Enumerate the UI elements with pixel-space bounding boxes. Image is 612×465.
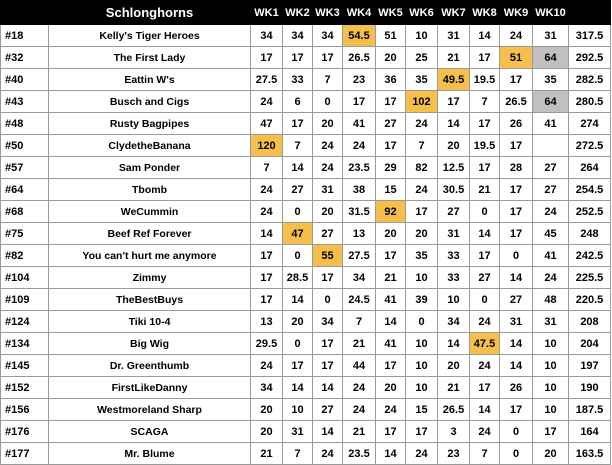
week-score-cell: 27 bbox=[313, 223, 343, 245]
week-score-cell: 34 bbox=[251, 25, 283, 47]
table-row bbox=[1, 47, 611, 69]
week-score-cell: 41 bbox=[533, 113, 569, 135]
week-score-cell: 23 bbox=[343, 69, 376, 91]
week-score-cell: 20 bbox=[376, 223, 406, 245]
rank-cell: #109 bbox=[1, 289, 49, 311]
week-score-cell: 17 bbox=[376, 421, 406, 443]
team-name-cell: ClydetheBanana bbox=[49, 135, 251, 157]
week-score-cell: 17 bbox=[251, 289, 283, 311]
week-score-cell: 14 bbox=[376, 311, 406, 333]
week-score-cell: 24 bbox=[251, 355, 283, 377]
week-score-cell: 0 bbox=[283, 333, 313, 355]
rank-cell: #75 bbox=[1, 223, 49, 245]
week-score-cell: 31.5 bbox=[343, 201, 376, 223]
week-score-cell: 7 bbox=[470, 91, 500, 113]
team-name-cell: Eattin W's bbox=[49, 69, 251, 91]
week-header: WK1 bbox=[251, 1, 283, 25]
week-score-cell: 17 bbox=[313, 47, 343, 69]
week-score-cell: 33 bbox=[438, 267, 470, 289]
week-score-cell: 28 bbox=[500, 157, 533, 179]
total-score-cell: 280.5 bbox=[569, 91, 611, 113]
week-score-cell: 17 bbox=[283, 355, 313, 377]
week-score-cell: 17 bbox=[251, 245, 283, 267]
table-row bbox=[1, 25, 611, 47]
rank-cell: #104 bbox=[1, 267, 49, 289]
week-score-cell: 24 bbox=[470, 421, 500, 443]
week-score-cell: 17 bbox=[470, 245, 500, 267]
week-score-cell: 33 bbox=[438, 245, 470, 267]
week-score-cell: 10 bbox=[406, 355, 438, 377]
total-score-cell: 264 bbox=[569, 157, 611, 179]
week-score-cell: 14 bbox=[470, 223, 500, 245]
team-name-cell: Dr. Greenthumb bbox=[49, 355, 251, 377]
week-score-cell: 12.5 bbox=[438, 157, 470, 179]
week-score-cell: 17 bbox=[376, 355, 406, 377]
week-score-cell: 15 bbox=[376, 179, 406, 201]
week-score-cell: 41 bbox=[376, 333, 406, 355]
week-score-cell: 24 bbox=[313, 443, 343, 465]
total-score-cell: 190 bbox=[569, 377, 611, 399]
week-score-cell: 47.5 bbox=[470, 333, 500, 355]
week-score-cell: 34 bbox=[343, 267, 376, 289]
table-row bbox=[1, 223, 611, 245]
week-score-cell: 14 bbox=[500, 333, 533, 355]
total-score-cell: 197 bbox=[569, 355, 611, 377]
rank-cell: #32 bbox=[1, 47, 49, 69]
total-score-cell: 282.5 bbox=[569, 69, 611, 91]
week-score-cell: 17 bbox=[500, 399, 533, 421]
week-score-cell: 17 bbox=[376, 91, 406, 113]
week-score-cell: 14 bbox=[283, 289, 313, 311]
week-score-cell: 24 bbox=[406, 113, 438, 135]
week-header: WK8 bbox=[470, 1, 500, 25]
week-header: WK3 bbox=[313, 1, 343, 25]
rank-cell: #40 bbox=[1, 69, 49, 91]
week-score-cell: 30.5 bbox=[438, 179, 470, 201]
week-score-cell: 14 bbox=[251, 223, 283, 245]
week-score-cell: 33 bbox=[283, 69, 313, 91]
week-score-cell: 27 bbox=[533, 157, 569, 179]
week-score-cell: 14 bbox=[500, 267, 533, 289]
team-name-cell: SCAGA bbox=[49, 421, 251, 443]
week-score-cell: 3 bbox=[438, 421, 470, 443]
table-row bbox=[1, 201, 611, 223]
week-score-cell: 14 bbox=[438, 113, 470, 135]
week-score-cell: 0 bbox=[500, 421, 533, 443]
week-score-cell: 44 bbox=[343, 355, 376, 377]
total-score-cell: 225.5 bbox=[569, 267, 611, 289]
week-score-cell: 31 bbox=[438, 223, 470, 245]
week-score-cell: 47 bbox=[251, 113, 283, 135]
week-score-cell bbox=[533, 135, 569, 157]
week-score-cell: 27.5 bbox=[251, 69, 283, 91]
total-score-cell: 220.5 bbox=[569, 289, 611, 311]
week-score-cell: 17 bbox=[470, 157, 500, 179]
team-name-header: Schlonghorns bbox=[49, 1, 251, 25]
total-score-cell: 204 bbox=[569, 333, 611, 355]
team-name-cell: WeCummin bbox=[49, 201, 251, 223]
week-score-cell: 17 bbox=[470, 47, 500, 69]
week-score-cell: 6 bbox=[283, 91, 313, 113]
table-row bbox=[1, 69, 611, 91]
week-score-cell: 20 bbox=[376, 377, 406, 399]
rank-cell: #48 bbox=[1, 113, 49, 135]
week-score-cell: 26 bbox=[500, 377, 533, 399]
rank-cell: #64 bbox=[1, 179, 49, 201]
week-score-cell: 24 bbox=[406, 443, 438, 465]
week-score-cell: 13 bbox=[343, 223, 376, 245]
week-score-cell: 31 bbox=[533, 311, 569, 333]
week-score-cell: 17 bbox=[313, 355, 343, 377]
week-score-cell: 21 bbox=[470, 179, 500, 201]
week-score-cell: 17 bbox=[500, 179, 533, 201]
week-score-cell: 20 bbox=[533, 443, 569, 465]
week-score-cell: 27 bbox=[376, 113, 406, 135]
table-row bbox=[1, 355, 611, 377]
week-header: WK2 bbox=[283, 1, 313, 25]
week-score-cell: 7 bbox=[251, 157, 283, 179]
rank-cell: #68 bbox=[1, 201, 49, 223]
week-score-cell: 31 bbox=[438, 25, 470, 47]
week-score-cell: 7 bbox=[313, 69, 343, 91]
week-score-cell: 17 bbox=[251, 47, 283, 69]
week-score-cell: 20 bbox=[406, 223, 438, 245]
team-name-cell: Sam Ponder bbox=[49, 157, 251, 179]
week-score-cell: 31 bbox=[313, 179, 343, 201]
total-score-cell: 274 bbox=[569, 113, 611, 135]
week-score-cell: 20 bbox=[283, 311, 313, 333]
week-score-cell: 24 bbox=[533, 267, 569, 289]
week-score-cell: 14 bbox=[283, 157, 313, 179]
week-score-cell: 27 bbox=[438, 201, 470, 223]
week-score-cell: 26.5 bbox=[438, 399, 470, 421]
week-score-cell: 14 bbox=[313, 377, 343, 399]
week-score-cell: 31 bbox=[533, 25, 569, 47]
rank-cell: #156 bbox=[1, 399, 49, 421]
week-score-cell: 36 bbox=[376, 69, 406, 91]
week-header: WK7 bbox=[438, 1, 470, 25]
total-score-cell: 252.5 bbox=[569, 201, 611, 223]
week-score-cell: 0 bbox=[313, 91, 343, 113]
week-score-cell: 24 bbox=[313, 157, 343, 179]
rank-cell: #152 bbox=[1, 377, 49, 399]
week-score-cell: 17 bbox=[500, 69, 533, 91]
week-score-cell: 0 bbox=[283, 245, 313, 267]
team-name-cell: Westmoreland Sharp bbox=[49, 399, 251, 421]
week-score-cell: 17 bbox=[500, 223, 533, 245]
week-score-cell: 41 bbox=[376, 289, 406, 311]
table-row bbox=[1, 399, 611, 421]
week-score-cell: 120 bbox=[251, 135, 283, 157]
week-header: WK9 bbox=[500, 1, 533, 25]
team-name-cell: TheBestBuys bbox=[49, 289, 251, 311]
week-score-cell: 64 bbox=[533, 91, 569, 113]
week-score-cell: 20 bbox=[313, 201, 343, 223]
rank-header bbox=[1, 1, 49, 25]
week-header: WK10 bbox=[533, 1, 569, 25]
week-score-cell: 55 bbox=[313, 245, 343, 267]
team-name-cell: Beef Ref Forever bbox=[49, 223, 251, 245]
table-row bbox=[1, 157, 611, 179]
week-score-cell: 27 bbox=[500, 289, 533, 311]
week-score-cell: 24 bbox=[470, 355, 500, 377]
total-score-cell: 248 bbox=[569, 223, 611, 245]
week-score-cell: 17 bbox=[406, 421, 438, 443]
week-score-cell: 24.5 bbox=[343, 289, 376, 311]
week-score-cell: 38 bbox=[343, 179, 376, 201]
week-score-cell: 14 bbox=[500, 355, 533, 377]
table-row bbox=[1, 421, 611, 443]
week-score-cell: 24 bbox=[313, 135, 343, 157]
week-score-cell: 7 bbox=[470, 443, 500, 465]
team-name-cell: The First Lady bbox=[49, 47, 251, 69]
week-score-cell: 15 bbox=[406, 399, 438, 421]
week-score-cell: 17 bbox=[283, 113, 313, 135]
week-score-cell: 24 bbox=[470, 311, 500, 333]
week-score-cell: 47 bbox=[283, 223, 313, 245]
week-score-cell: 24 bbox=[251, 201, 283, 223]
total-score-cell: 187.5 bbox=[569, 399, 611, 421]
week-score-cell: 20 bbox=[376, 47, 406, 69]
week-score-cell: 17 bbox=[376, 245, 406, 267]
week-score-cell: 92 bbox=[376, 201, 406, 223]
week-score-cell: 25 bbox=[406, 47, 438, 69]
week-score-cell: 39 bbox=[406, 289, 438, 311]
week-score-cell: 54.5 bbox=[343, 25, 376, 47]
week-score-cell: 17 bbox=[343, 91, 376, 113]
week-score-cell: 27 bbox=[470, 267, 500, 289]
week-score-cell: 17 bbox=[470, 113, 500, 135]
table-row bbox=[1, 113, 611, 135]
week-score-cell: 34 bbox=[313, 25, 343, 47]
week-score-cell: 102 bbox=[406, 91, 438, 113]
rank-cell: #145 bbox=[1, 355, 49, 377]
week-score-cell: 35 bbox=[533, 69, 569, 91]
week-score-cell: 24 bbox=[343, 135, 376, 157]
week-score-cell: 41 bbox=[533, 245, 569, 267]
week-score-cell: 14 bbox=[376, 443, 406, 465]
week-score-cell: 31 bbox=[283, 421, 313, 443]
week-score-cell: 20 bbox=[313, 113, 343, 135]
table-row bbox=[1, 245, 611, 267]
week-score-cell: 34 bbox=[313, 311, 343, 333]
week-score-cell: 24 bbox=[251, 91, 283, 113]
table-row bbox=[1, 91, 611, 113]
week-score-cell: 0 bbox=[500, 245, 533, 267]
total-score-cell: 292.5 bbox=[569, 47, 611, 69]
week-score-cell: 14 bbox=[470, 399, 500, 421]
rank-cell: #18 bbox=[1, 25, 49, 47]
header-row bbox=[1, 1, 611, 25]
week-score-cell: 48 bbox=[533, 289, 569, 311]
week-score-cell: 23.5 bbox=[343, 443, 376, 465]
week-score-cell: 20 bbox=[251, 399, 283, 421]
week-score-cell: 14 bbox=[283, 377, 313, 399]
week-score-cell: 10 bbox=[533, 355, 569, 377]
week-score-cell: 27 bbox=[283, 179, 313, 201]
week-score-cell: 7 bbox=[406, 135, 438, 157]
team-name-cell: Zimmy bbox=[49, 267, 251, 289]
total-score-cell: 208 bbox=[569, 311, 611, 333]
week-score-cell: 17 bbox=[533, 421, 569, 443]
week-score-cell: 10 bbox=[406, 25, 438, 47]
rank-cell: #176 bbox=[1, 421, 49, 443]
week-score-cell: 0 bbox=[406, 311, 438, 333]
week-score-cell: 82 bbox=[406, 157, 438, 179]
week-score-cell: 14 bbox=[438, 333, 470, 355]
week-score-cell: 21 bbox=[438, 377, 470, 399]
team-name-cell: Busch and Cigs bbox=[49, 91, 251, 113]
rank-cell: #82 bbox=[1, 245, 49, 267]
week-score-cell: 24 bbox=[500, 25, 533, 47]
total-score-cell: 163.5 bbox=[569, 443, 611, 465]
week-score-cell: 34 bbox=[438, 311, 470, 333]
week-score-cell: 23.5 bbox=[343, 157, 376, 179]
week-score-cell: 21 bbox=[343, 333, 376, 355]
table-row bbox=[1, 333, 611, 355]
week-score-cell: 35 bbox=[406, 69, 438, 91]
team-name-cell: Tiki 10-4 bbox=[49, 311, 251, 333]
total-header bbox=[569, 1, 611, 25]
rank-cell: #50 bbox=[1, 135, 49, 157]
total-score-cell: 242.5 bbox=[569, 245, 611, 267]
week-score-cell: 24 bbox=[343, 377, 376, 399]
team-name-cell: Kelly's Tiger Heroes bbox=[49, 25, 251, 47]
week-score-cell: 21 bbox=[438, 47, 470, 69]
week-score-cell: 26.5 bbox=[343, 47, 376, 69]
week-score-cell: 27.5 bbox=[343, 245, 376, 267]
rank-cell: #177 bbox=[1, 443, 49, 465]
rank-cell: #124 bbox=[1, 311, 49, 333]
week-score-cell: 14 bbox=[470, 25, 500, 47]
week-score-cell: 51 bbox=[376, 25, 406, 47]
week-score-cell: 24 bbox=[533, 201, 569, 223]
week-score-cell: 7 bbox=[343, 311, 376, 333]
team-name-cell: Mr. Blume bbox=[49, 443, 251, 465]
week-header: WK5 bbox=[376, 1, 406, 25]
week-score-cell: 17 bbox=[283, 47, 313, 69]
week-score-cell: 24 bbox=[343, 399, 376, 421]
week-score-cell: 17 bbox=[470, 377, 500, 399]
week-score-cell: 17 bbox=[376, 135, 406, 157]
week-score-cell: 10 bbox=[438, 289, 470, 311]
week-score-cell: 17 bbox=[500, 135, 533, 157]
week-score-cell: 10 bbox=[406, 267, 438, 289]
week-score-cell: 24 bbox=[406, 179, 438, 201]
week-score-cell: 13 bbox=[251, 311, 283, 333]
table-row bbox=[1, 377, 611, 399]
week-score-cell: 0 bbox=[313, 289, 343, 311]
week-score-cell: 41 bbox=[343, 113, 376, 135]
week-score-cell: 19.5 bbox=[470, 69, 500, 91]
week-score-cell: 10 bbox=[406, 333, 438, 355]
week-score-cell: 23 bbox=[438, 443, 470, 465]
week-score-cell: 14 bbox=[313, 421, 343, 443]
week-score-cell: 21 bbox=[251, 443, 283, 465]
week-score-cell: 34 bbox=[283, 25, 313, 47]
week-score-cell: 24 bbox=[251, 179, 283, 201]
week-score-cell: 10 bbox=[533, 399, 569, 421]
total-score-cell: 272.5 bbox=[569, 135, 611, 157]
team-name-cell: Big Wig bbox=[49, 333, 251, 355]
total-score-cell: 254.5 bbox=[569, 179, 611, 201]
week-score-cell: 21 bbox=[343, 421, 376, 443]
week-score-cell: 28.5 bbox=[283, 267, 313, 289]
week-score-cell: 0 bbox=[470, 289, 500, 311]
week-score-cell: 64 bbox=[533, 47, 569, 69]
table-row bbox=[1, 267, 611, 289]
week-score-cell: 45 bbox=[533, 223, 569, 245]
rank-cell: #57 bbox=[1, 157, 49, 179]
week-score-cell: 29 bbox=[376, 157, 406, 179]
week-score-cell: 17 bbox=[438, 91, 470, 113]
week-score-cell: 10 bbox=[533, 333, 569, 355]
week-score-cell: 49.5 bbox=[438, 69, 470, 91]
week-score-cell: 21 bbox=[376, 267, 406, 289]
week-score-cell: 17 bbox=[313, 267, 343, 289]
table-row bbox=[1, 311, 611, 333]
week-score-cell: 17 bbox=[406, 201, 438, 223]
week-score-cell: 20 bbox=[251, 421, 283, 443]
week-score-cell: 10 bbox=[283, 399, 313, 421]
week-score-cell: 0 bbox=[500, 443, 533, 465]
week-score-cell: 29.5 bbox=[251, 333, 283, 355]
week-score-cell: 17 bbox=[313, 333, 343, 355]
table-row bbox=[1, 443, 611, 465]
week-score-cell: 10 bbox=[406, 377, 438, 399]
week-score-cell: 7 bbox=[283, 443, 313, 465]
table-row bbox=[1, 289, 611, 311]
week-score-cell: 27 bbox=[313, 399, 343, 421]
week-score-cell: 31 bbox=[500, 311, 533, 333]
week-header: WK4 bbox=[343, 1, 376, 25]
table-row bbox=[1, 135, 611, 157]
team-name-cell: FirstLikeDanny bbox=[49, 377, 251, 399]
week-score-cell: 34 bbox=[251, 377, 283, 399]
total-score-cell: 164 bbox=[569, 421, 611, 443]
week-score-cell: 20 bbox=[438, 135, 470, 157]
total-score-cell: 317.5 bbox=[569, 25, 611, 47]
week-score-cell: 7 bbox=[283, 135, 313, 157]
week-score-cell: 20 bbox=[438, 355, 470, 377]
week-score-cell: 17 bbox=[251, 267, 283, 289]
week-score-cell: 10 bbox=[533, 377, 569, 399]
week-score-cell: 51 bbox=[500, 47, 533, 69]
rank-cell: #43 bbox=[1, 91, 49, 113]
week-score-cell: 27 bbox=[533, 179, 569, 201]
week-score-cell: 0 bbox=[470, 201, 500, 223]
team-name-cell: Rusty Bagpipes bbox=[49, 113, 251, 135]
week-score-cell: 24 bbox=[376, 399, 406, 421]
week-score-cell: 0 bbox=[283, 201, 313, 223]
team-name-cell: You can't hurt me anymore bbox=[49, 245, 251, 267]
rank-cell: #134 bbox=[1, 333, 49, 355]
week-score-cell: 17 bbox=[500, 201, 533, 223]
week-score-cell: 26.5 bbox=[500, 91, 533, 113]
week-score-cell: 26 bbox=[500, 113, 533, 135]
team-name-cell: Tbomb bbox=[49, 179, 251, 201]
week-score-cell: 19.5 bbox=[470, 135, 500, 157]
week-score-cell: 35 bbox=[406, 245, 438, 267]
week-header: WK6 bbox=[406, 1, 438, 25]
table-row bbox=[1, 179, 611, 201]
